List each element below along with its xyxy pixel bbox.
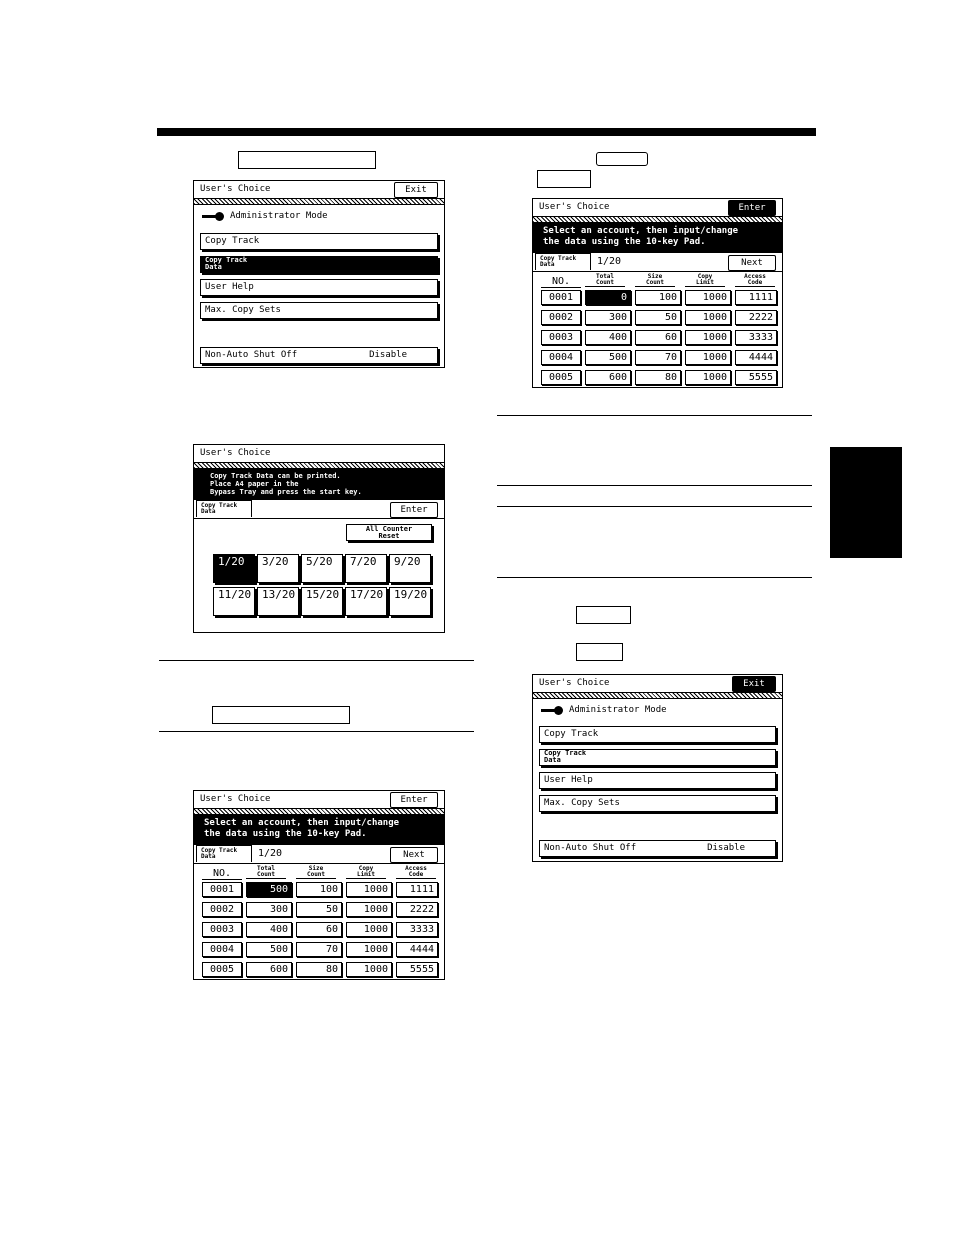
screen-header [533,199,782,217]
page-button[interactable]: 1/20 [213,554,255,583]
next-button[interactable]: Next [728,255,776,271]
screen-header [533,675,782,693]
account-no-cell[interactable]: 0002 [541,310,581,325]
size-count-cell[interactable]: 50 [296,902,342,917]
size-count-cell[interactable]: 80 [296,962,342,977]
size-count-cell[interactable]: 100 [635,290,681,305]
rule [497,485,812,486]
size-count-cell[interactable]: 70 [296,942,342,957]
total-count-cell[interactable]: 400 [585,330,631,345]
access-code-cell[interactable]: 5555 [396,962,438,977]
total-count-cell[interactable]: 300 [585,310,631,325]
account-no-cell[interactable]: 0001 [202,882,242,897]
enter-button[interactable]: Enter [390,792,438,808]
key-box [537,170,591,188]
account-no-cell[interactable]: 0005 [541,370,581,385]
exit-button[interactable]: Exit [732,676,776,692]
menu-non-auto-shut-off[interactable]: Non-Auto Shut Off Disable [200,347,438,364]
copy-limit-cell[interactable]: 1000 [685,310,731,325]
screen-title: User's Choice [200,794,271,804]
copy-limit-cell[interactable]: 1000 [685,370,731,385]
access-code-cell[interactable]: 4444 [396,942,438,957]
menu-max-copy-sets[interactable]: Max. Copy Sets [539,795,776,812]
page-button[interactable]: 3/20 [257,554,299,583]
page-button[interactable]: 7/20 [345,554,387,583]
screen-title: User's Choice [539,202,610,212]
copy-limit-cell[interactable]: 1000 [346,962,392,977]
account-no-cell[interactable]: 0004 [202,942,242,957]
account-screen-a [193,790,445,980]
menu-user-help[interactable]: User Help [200,279,438,296]
account-no-cell[interactable]: 0002 [202,902,242,917]
page-button[interactable]: 13/20 [257,587,299,616]
screen-header [194,791,444,809]
page-button[interactable]: 17/20 [345,587,387,616]
col-header: Total Count [246,866,286,879]
page-indicator: 1/20 [597,256,622,267]
menu-copy-track-data[interactable]: Copy Track Data [200,256,438,273]
copy-limit-cell[interactable]: 1000 [346,922,392,937]
admin-screen-1 [193,180,445,368]
key-box [576,606,631,624]
hatch-bar [194,199,444,205]
copy-limit-cell[interactable]: 1000 [685,350,731,365]
copy-limit-cell[interactable]: 1000 [346,902,392,917]
enter-button[interactable]: Enter [390,502,438,518]
enter-button[interactable]: Enter [728,200,776,216]
menu-non-auto-shut-off[interactable]: Non-Auto Shut Off Disable [539,840,776,857]
col-header: Copy Limit [346,866,386,879]
screen-title: User's Choice [200,448,271,458]
all-counter-reset-button[interactable]: All Counter Reset [346,524,432,541]
total-count-cell[interactable]: 300 [246,902,292,917]
menu-max-copy-sets[interactable]: Max. Copy Sets [200,302,438,319]
sub-header [194,500,444,519]
menu-copy-track[interactable]: Copy Track [200,233,438,250]
select-message: Select an account, then input/change the data using the 10-key Pad. [533,223,782,253]
account-screen-b [532,198,783,388]
screen-header [194,181,444,199]
rule [497,415,812,416]
page-button[interactable]: 5/20 [301,554,343,583]
account-no-cell[interactable]: 0003 [202,922,242,937]
copy-limit-cell[interactable]: 1000 [346,882,392,897]
rule [497,577,812,578]
size-count-cell[interactable]: 60 [296,922,342,937]
chapter-tab [830,447,902,558]
total-count-cell[interactable]: 600 [246,962,292,977]
col-header: Access Code [735,274,775,287]
total-count-cell[interactable]: 600 [585,370,631,385]
col-header: Access Code [396,866,436,879]
key-box [596,152,648,166]
col-header: Copy Limit [685,274,725,287]
key-box [212,706,350,724]
rule [497,506,812,507]
total-count-cell[interactable]: 0 [585,290,631,305]
rule [159,731,474,732]
access-code-cell[interactable]: 5555 [735,370,777,385]
copy-limit-cell[interactable]: 1000 [685,330,731,345]
total-count-cell[interactable]: 500 [246,942,292,957]
copy-track-data-tab: Copy Track Data [196,845,252,862]
page-indicator: 1/20 [258,848,283,859]
total-count-cell[interactable]: 500 [246,882,292,897]
access-code-cell[interactable]: 3333 [735,330,777,345]
print-message: Copy Track Data can be printed. Place A4 paper in the Bypass Tray and press the start key. [194,469,444,500]
screen-title: User's Choice [539,678,610,688]
col-header: NO. [541,276,581,288]
next-button[interactable]: Next [390,847,438,863]
total-count-cell[interactable]: 500 [585,350,631,365]
screen-header [194,445,444,463]
account-no-cell[interactable]: 0003 [541,330,581,345]
key-box [238,151,376,169]
access-code-cell[interactable]: 2222 [735,310,777,325]
size-count-cell[interactable]: 80 [635,370,681,385]
key-box [576,643,623,661]
admin-screen-2 [532,674,783,862]
access-code-cell[interactable]: 1111 [735,290,777,305]
account-no-cell[interactable]: 0004 [541,350,581,365]
copy-limit-cell[interactable]: 1000 [685,290,731,305]
menu-copy-track-data[interactable]: Copy Track Data [539,749,776,766]
key-icon [202,212,224,220]
top-rule [157,128,816,136]
size-count-cell[interactable]: 60 [635,330,681,345]
screen-title: User's Choice [200,184,271,194]
key-icon [541,706,563,714]
col-header: Total Count [585,274,625,287]
copy-track-data-tab: Copy Track Data [535,253,591,270]
page-button[interactable]: 19/20 [389,587,431,616]
col-header: NO. [202,868,242,880]
copy-track-data-tab: Copy Track Data [196,500,252,517]
copy-limit-cell[interactable]: 1000 [346,942,392,957]
hatch-bar [533,693,782,699]
col-header: Size Count [635,274,675,287]
access-code-cell[interactable]: 3333 [396,922,438,937]
admin-mode-label: Administrator Mode [541,705,667,715]
size-count-cell[interactable]: 100 [296,882,342,897]
size-count-cell[interactable]: 50 [635,310,681,325]
sub-header [533,253,782,272]
exit-button[interactable]: Exit [394,182,438,198]
select-message: Select an account, then input/change the data using the 10-key Pad. [194,815,444,845]
account-no-cell[interactable]: 0005 [202,962,242,977]
page-button[interactable]: 9/20 [389,554,431,583]
page-button[interactable]: 11/20 [213,587,255,616]
account-no-cell[interactable]: 0001 [541,290,581,305]
size-count-cell[interactable]: 70 [635,350,681,365]
sub-header [194,845,444,864]
page-button[interactable]: 15/20 [301,587,343,616]
access-code-cell[interactable]: 2222 [396,902,438,917]
col-header: Size Count [296,866,336,879]
rule [159,660,474,661]
access-code-cell[interactable]: 4444 [735,350,777,365]
menu-user-help[interactable]: User Help [539,772,776,789]
access-code-cell[interactable]: 1111 [396,882,438,897]
total-count-cell[interactable]: 400 [246,922,292,937]
admin-mode-label: Administrator Mode [202,211,328,221]
menu-copy-track[interactable]: Copy Track [539,726,776,743]
print-screen [193,444,445,633]
